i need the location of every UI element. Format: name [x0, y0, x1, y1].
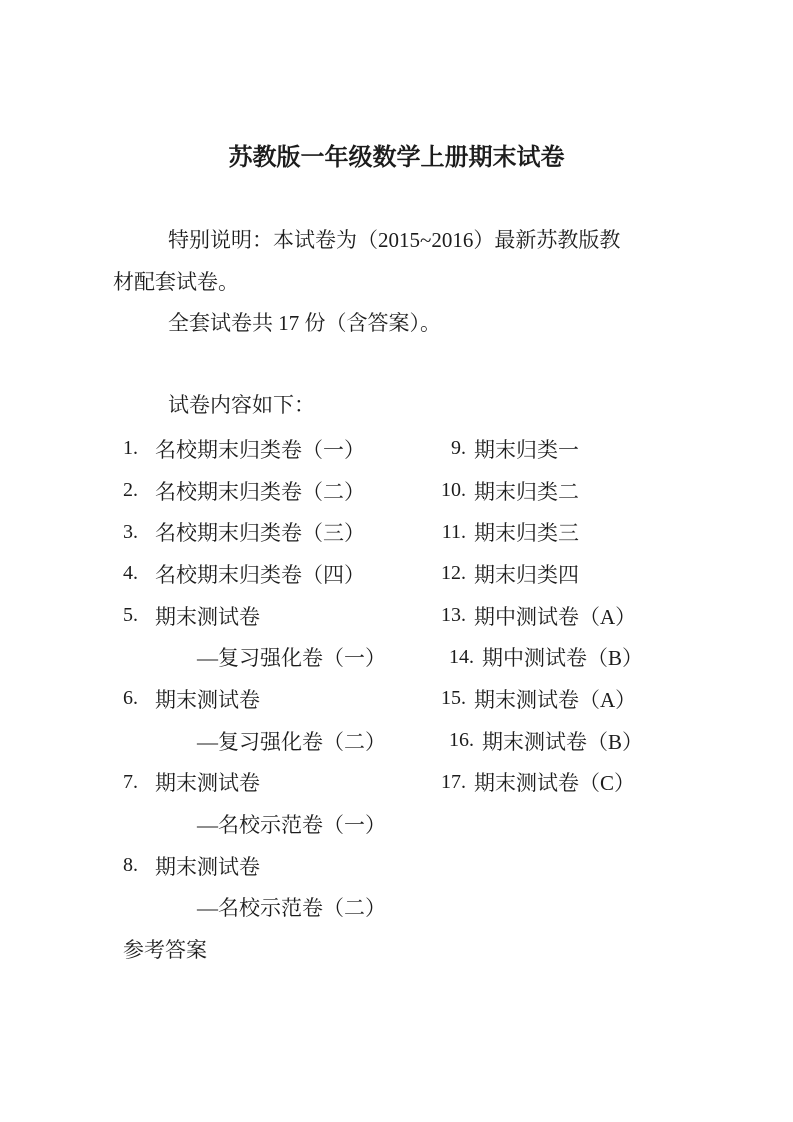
list-item-14	[437, 636, 767, 678]
contents-list-left-column	[123, 428, 437, 970]
item-number: 16.	[449, 729, 474, 752]
list-item-16	[437, 720, 767, 762]
item-text: 期末归类一	[474, 437, 579, 462]
item-number: 17.	[441, 770, 466, 793]
item-number: 3.	[123, 520, 138, 543]
item-text: 名校期末归类卷（三）	[155, 521, 365, 546]
item-number: 13.	[441, 604, 466, 627]
list-item-13	[437, 595, 767, 637]
item-text: 期末测试卷	[155, 771, 260, 796]
item-number: 8.	[123, 854, 138, 877]
item-number: 2.	[123, 479, 138, 502]
item-text: 期末测试卷（C）	[474, 771, 636, 796]
list-item-3	[123, 511, 437, 553]
intro-line-1: 特别说明：本试卷为（2015~2016）最新苏教版教	[168, 228, 621, 252]
subitem-text: —复习强化卷（二）	[197, 729, 386, 754]
list-item-5	[123, 595, 437, 637]
contents-list-right-column	[437, 428, 767, 970]
item-number: 7.	[123, 770, 138, 793]
intro-paragraph	[113, 220, 693, 345]
item-number: 9.	[451, 437, 466, 460]
item-text: 期末测试卷	[155, 854, 260, 879]
page-title: 苏教版一年级数学上册期末试卷	[228, 144, 565, 171]
item-number: 4.	[123, 562, 138, 585]
list-item-11	[437, 511, 767, 553]
contents-list	[123, 428, 793, 970]
list-item-8	[123, 845, 437, 887]
item-text: 期末测试卷（A）	[474, 687, 637, 712]
list-subitem-6	[123, 720, 437, 762]
item-text: 期中测试卷（A）	[474, 604, 637, 629]
item-number: 6.	[123, 687, 138, 710]
item-text: 期末测试卷（B）	[482, 729, 644, 754]
list-item-10	[437, 470, 767, 512]
contents-heading: 试卷内容如下：	[168, 392, 315, 417]
list-item-2	[123, 470, 437, 512]
intro-line-2: 材配套试卷。	[113, 269, 239, 294]
item-text: 名校期末归类卷（一）	[155, 437, 365, 462]
list-subitem-5	[123, 636, 437, 678]
list-subitem-8	[123, 887, 437, 929]
subitem-text: —复习强化卷（一）	[197, 646, 386, 671]
intro-line-3: 全套试卷共 17 份（含答案）。	[168, 311, 441, 335]
item-text: 名校期末归类卷（二）	[155, 479, 365, 504]
item-number: 15.	[441, 687, 466, 710]
footer-text: 参考答案	[123, 938, 207, 963]
list-item-7	[123, 762, 437, 804]
item-text: 期中测试卷（B）	[482, 646, 644, 671]
item-text: 期末归类二	[474, 479, 579, 504]
item-number: 12.	[441, 562, 466, 585]
list-item-1	[123, 428, 437, 470]
item-text: 期末测试卷	[155, 687, 260, 712]
item-text: 期末归类三	[474, 521, 579, 546]
item-number: 5.	[123, 604, 138, 627]
item-text: 期末归类四	[474, 562, 579, 587]
item-number: 14.	[449, 645, 474, 668]
subitem-text: —名校示范卷（一）	[197, 813, 386, 838]
list-item-17	[437, 762, 767, 804]
list-item-4	[123, 553, 437, 595]
item-number: 1.	[123, 437, 138, 460]
item-text: 名校期末归类卷（四）	[155, 562, 365, 587]
subitem-text: —名校示范卷（二）	[197, 896, 386, 921]
item-text: 期末测试卷	[155, 604, 260, 629]
item-number: 11.	[441, 520, 466, 543]
list-item-12	[437, 553, 767, 595]
list-subitem-7	[123, 803, 437, 845]
list-item-15	[437, 678, 767, 720]
reference-answers-label	[123, 928, 437, 970]
list-item-9	[437, 428, 767, 470]
list-item-6	[123, 678, 437, 720]
item-number: 10.	[441, 479, 466, 502]
